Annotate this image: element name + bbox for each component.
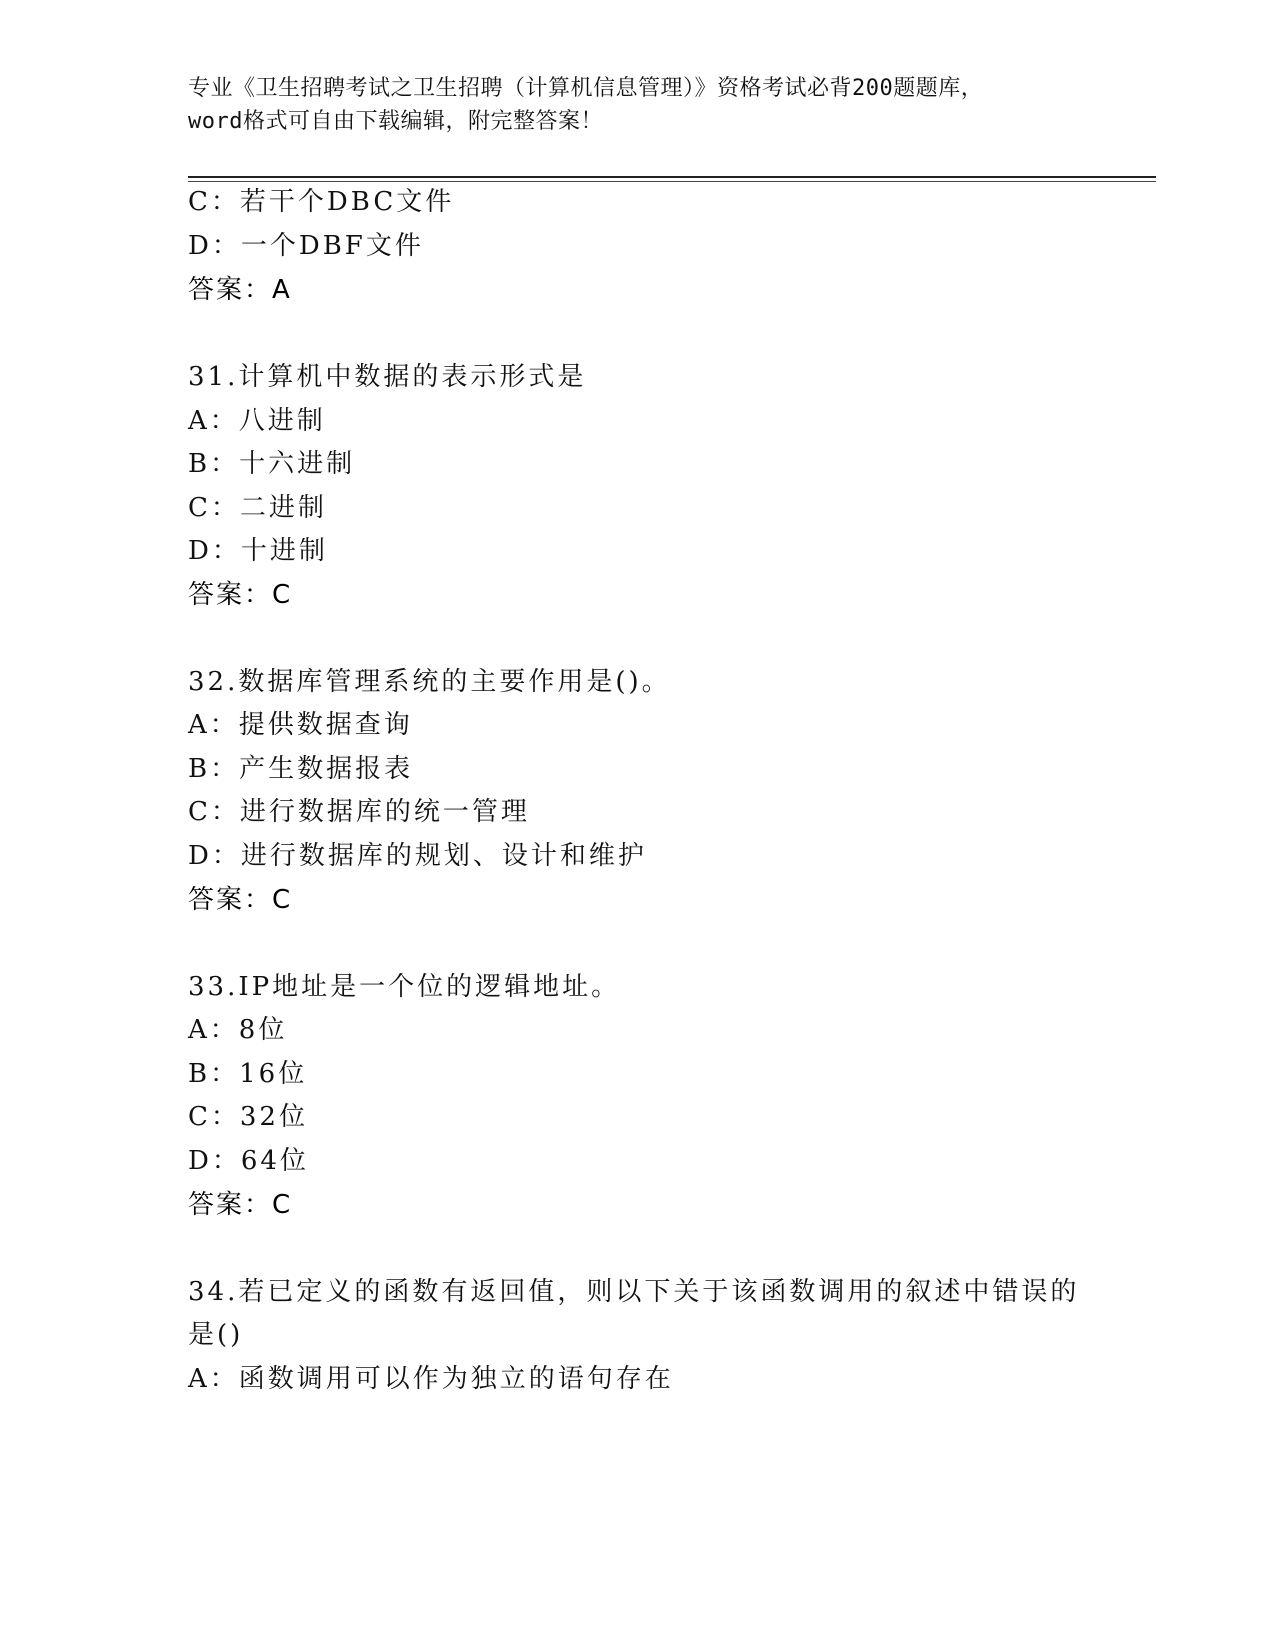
q33-question: 33.IP地址是一个位的逻辑地址。 <box>188 972 621 1002</box>
q34-question-line-1: 34.若已定义的函数有返回值，则以下关于该函数调用的叙述中错误的 <box>188 1277 1080 1307</box>
q33-option-a: A：8位 <box>188 1015 288 1045</box>
q30-option-c: C：若干个DBC文件 <box>188 187 455 217</box>
header-divider-thick <box>188 176 1156 178</box>
header-divider-thin <box>188 181 1156 182</box>
q32-option-a: A：提供数据查询 <box>188 710 413 740</box>
q32-option-d: D：进行数据库的规划、设计和维护 <box>188 841 647 871</box>
header-title-line-2: word格式可自由下载编辑，附完整答案！ <box>188 109 603 134</box>
q31-option-c: C：二进制 <box>188 493 327 523</box>
q32-question: 32.数据库管理系统的主要作用是()。 <box>188 667 671 697</box>
header-title-line-1: 专业《卫生招聘考试之卫生招聘（计算机信息管理）》资格考试必背200题题库， <box>188 76 984 101</box>
q33-option-d: D：64位 <box>188 1146 309 1176</box>
q31-answer: 答案：C <box>188 580 293 610</box>
q32-option-b: B：产生数据报表 <box>188 754 414 784</box>
q31-option-a: A：八进制 <box>188 406 326 436</box>
q33-option-c: C：32位 <box>188 1102 308 1132</box>
q31-question: 31.计算机中数据的表示形式是 <box>188 362 587 392</box>
document-header <box>188 72 1088 138</box>
q31-option-b: B：十六进制 <box>188 449 356 479</box>
q34-option-a: A：函数调用可以作为独立的语句存在 <box>188 1364 674 1394</box>
q33-option-b: B：16位 <box>188 1059 308 1089</box>
q33-answer: 答案：C <box>188 1190 293 1220</box>
q32-answer: 答案：C <box>188 885 293 915</box>
q32-option-c: C：进行数据库的统一管理 <box>188 797 530 827</box>
q30-answer: 答案：A <box>188 275 292 305</box>
q31-option-d: D：十进制 <box>188 536 328 566</box>
q30-option-d: D：一个DBF文件 <box>188 231 424 261</box>
q34-question-line-2: 是() <box>188 1320 244 1350</box>
